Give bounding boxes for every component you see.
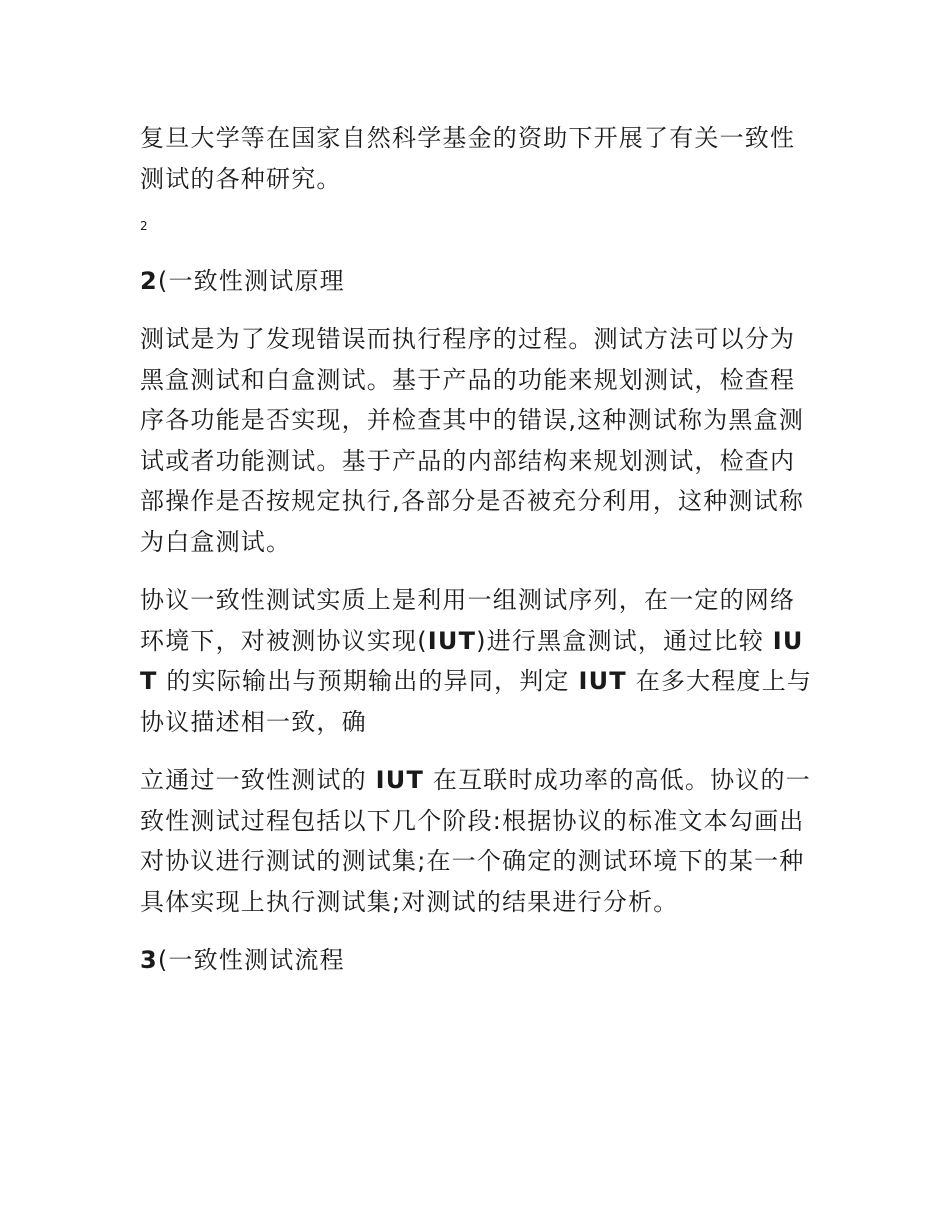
section-heading-2: [140, 261, 820, 301]
text-segment: 协议一致性测试实质上是利用一组测试序列，在一定的网络环境下，对被测协议实现(: [140, 586, 796, 655]
paragraph-fudan-research: 复旦大学等在国家自然科学基金的资助下开展了有关一致性测试的各种研究。: [140, 124, 796, 193]
section-number-2: 2: [140, 267, 158, 295]
iut-term: IUT: [427, 626, 477, 655]
section-number-3: 3: [140, 946, 158, 974]
iut-term: IUT: [375, 766, 425, 794]
text-segment: 在多大程度上与协议描述相一致，确: [140, 667, 813, 736]
iut-term: IUT: [578, 667, 627, 695]
iut-term: IUT: [140, 626, 804, 695]
text-segment: 立通过一致性测试的: [140, 766, 367, 794]
page-number: 2: [140, 219, 148, 233]
text-segment: )进行黑盒测试，通过比较: [476, 626, 764, 655]
paragraph-conformance-testing: [140, 580, 820, 742]
section-heading-3: [140, 940, 820, 980]
text-segment: 在互联时成功率的高低。协议的一致性测试过程包括以下几个阶段:根据协议的标准文本勾画出对协议进行测试的测试集;在一个确定的测试环境下的某一种具体实现上执行测试集;对测试的结果进行分析。: [140, 766, 811, 916]
paragraph-testing-methods: 测试是为了发现错误而执行程序的过程。测试方法可以分为黑盒测试和白盒测试。基于产品的功能来规划测试，检查程序各功能是否实现，并检查其中的错误,这种测试称为黑盒测试或者功能测试。基于产品的内部结构来规划测试，检查内部操作是否按规定执行,各部分是否被充分利用，这种测试称为白盒测试。: [140, 325, 805, 556]
section-title-2: (一致性测试原理: [157, 267, 345, 295]
document-body: [140, 118, 820, 998]
paragraph-test-stages: [140, 760, 820, 922]
text-segment: 的实际输出与预期输出的异同，判定: [166, 667, 570, 695]
section-title-3: (一致性测试流程: [157, 946, 345, 974]
